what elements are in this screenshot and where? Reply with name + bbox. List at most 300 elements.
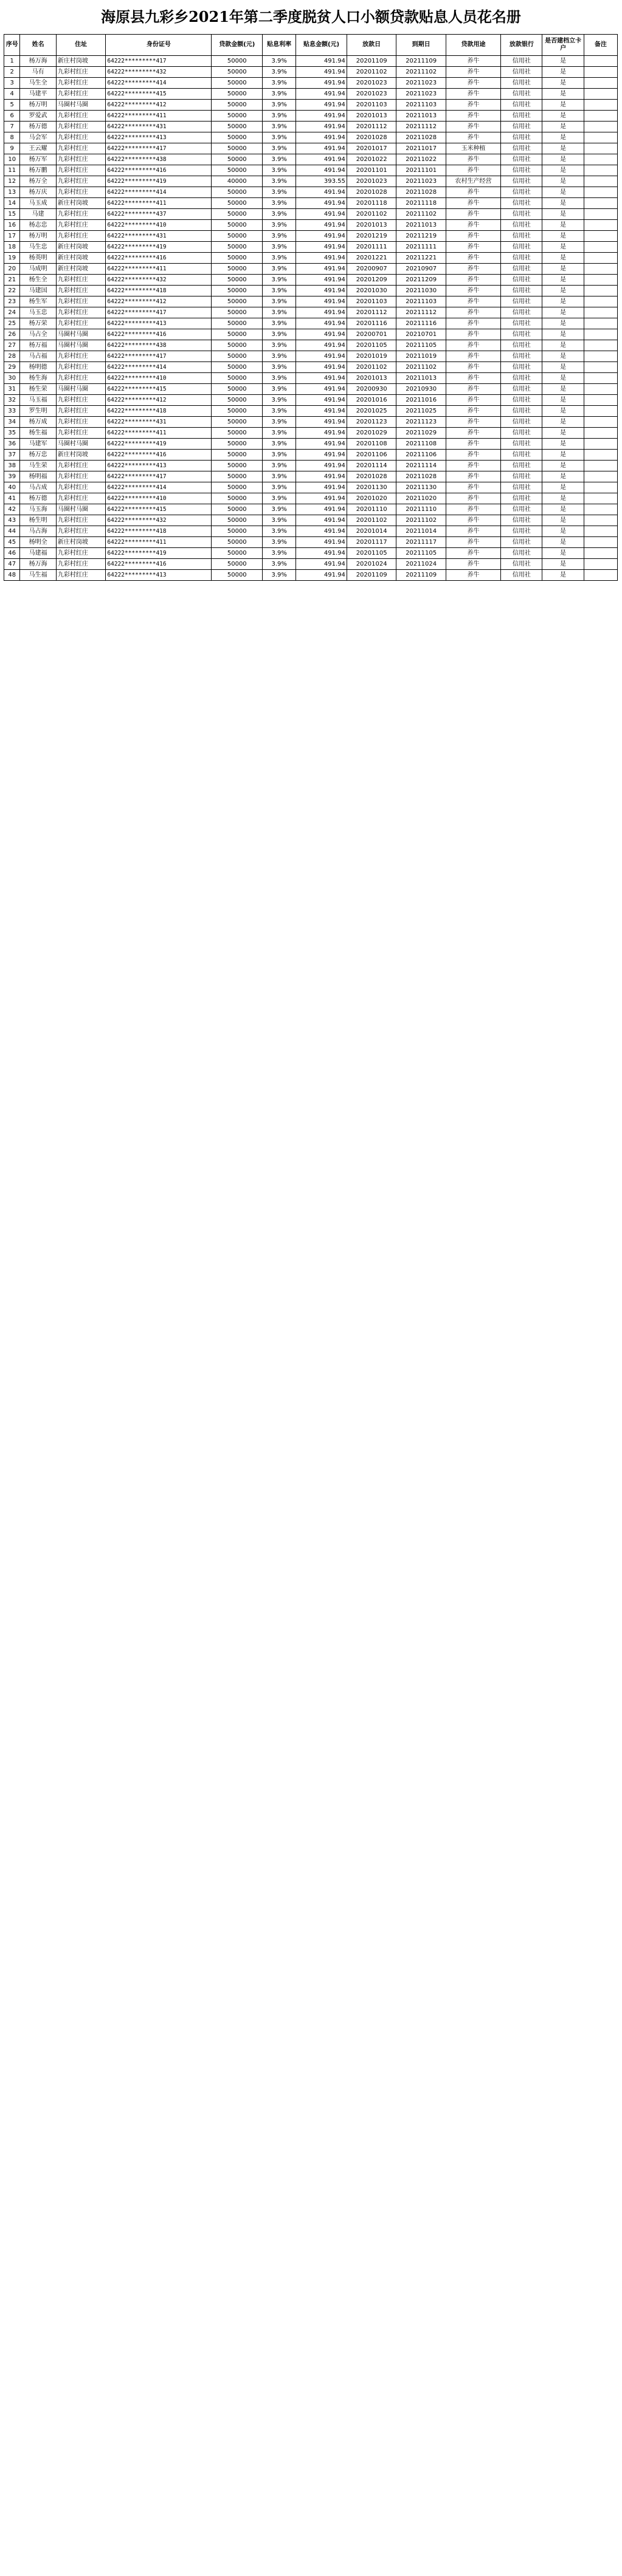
cell-subsidy-amount: 491.94 bbox=[296, 362, 347, 373]
cell-registered: 是 bbox=[542, 165, 584, 176]
cell-loan-date: 20200930 bbox=[347, 384, 396, 395]
cell-subsidy-amount: 491.94 bbox=[296, 537, 347, 548]
cell-subsidy-amount: 491.94 bbox=[296, 187, 347, 198]
cell-address: 新庄村岗坡 bbox=[56, 537, 106, 548]
cell-index: 33 bbox=[4, 406, 20, 417]
cell-bank: 信用社 bbox=[501, 89, 542, 100]
cell-registered: 是 bbox=[542, 417, 584, 428]
cell-index: 25 bbox=[4, 318, 20, 329]
roster-table bbox=[4, 34, 618, 581]
cell-due-date: 20211116 bbox=[396, 318, 446, 329]
table-row bbox=[4, 406, 618, 417]
cell-remark bbox=[584, 78, 617, 89]
cell-registered: 是 bbox=[542, 209, 584, 220]
cell-index: 29 bbox=[4, 362, 20, 373]
cell-index: 47 bbox=[4, 559, 20, 570]
cell-subsidy-amount: 491.94 bbox=[296, 329, 347, 340]
cell-index: 18 bbox=[4, 242, 20, 253]
cell-address: 九彩村红庄 bbox=[56, 570, 106, 581]
cell-index: 41 bbox=[4, 493, 20, 504]
cell-registered: 是 bbox=[542, 526, 584, 537]
cell-loan-purpose: 养牛 bbox=[446, 548, 500, 559]
cell-subsidy-rate: 3.9% bbox=[263, 242, 296, 253]
cell-bank: 信用社 bbox=[501, 526, 542, 537]
cell-subsidy-rate: 3.9% bbox=[263, 307, 296, 318]
cell-index: 46 bbox=[4, 548, 20, 559]
cell-bank: 信用社 bbox=[501, 461, 542, 471]
cell-bank: 信用社 bbox=[501, 198, 542, 209]
cell-address: 九彩村红庄 bbox=[56, 220, 106, 231]
table-row bbox=[4, 384, 618, 395]
col-header-address: 住址 bbox=[56, 35, 106, 56]
table-row bbox=[4, 154, 618, 165]
cell-subsidy-amount: 491.94 bbox=[296, 450, 347, 461]
cell-bank: 信用社 bbox=[501, 187, 542, 198]
cell-loan-date: 20201219 bbox=[347, 231, 396, 242]
cell-subsidy-rate: 3.9% bbox=[263, 515, 296, 526]
cell-remark bbox=[584, 89, 617, 100]
cell-loan-date: 20201109 bbox=[347, 570, 396, 581]
cell-due-date: 20211014 bbox=[396, 526, 446, 537]
cell-bank: 信用社 bbox=[501, 395, 542, 406]
cell-remark bbox=[584, 176, 617, 187]
cell-address: 九彩村红庄 bbox=[56, 165, 106, 176]
cell-registered: 是 bbox=[542, 100, 584, 111]
cell-subsidy-amount: 393.55 bbox=[296, 176, 347, 187]
cell-loan-date: 20201014 bbox=[347, 526, 396, 537]
cell-remark bbox=[584, 132, 617, 143]
cell-due-date: 20211102 bbox=[396, 67, 446, 78]
cell-index: 8 bbox=[4, 132, 20, 143]
cell-loan-amount: 50000 bbox=[212, 78, 263, 89]
cell-subsidy-amount: 491.94 bbox=[296, 220, 347, 231]
table-row bbox=[4, 165, 618, 176]
cell-loan-amount: 50000 bbox=[212, 471, 263, 482]
cell-remark bbox=[584, 373, 617, 384]
cell-due-date: 20211221 bbox=[396, 253, 446, 264]
cell-bank: 信用社 bbox=[501, 209, 542, 220]
cell-loan-date: 20201117 bbox=[347, 537, 396, 548]
cell-subsidy-rate: 3.9% bbox=[263, 439, 296, 450]
cell-due-date: 20211102 bbox=[396, 209, 446, 220]
cell-loan-amount: 50000 bbox=[212, 559, 263, 570]
col-header-subsidy-amount: 贴息金额(元) bbox=[296, 35, 347, 56]
cell-name: 马玉成 bbox=[20, 198, 56, 209]
cell-loan-amount: 50000 bbox=[212, 242, 263, 253]
cell-loan-amount: 50000 bbox=[212, 132, 263, 143]
table-row bbox=[4, 515, 618, 526]
cell-subsidy-amount: 491.94 bbox=[296, 122, 347, 132]
cell-name: 杨万鹏 bbox=[20, 165, 56, 176]
cell-address: 九彩村红庄 bbox=[56, 132, 106, 143]
cell-loan-date: 20201019 bbox=[347, 351, 396, 362]
cell-name: 马生福 bbox=[20, 570, 56, 581]
cell-loan-purpose: 养牛 bbox=[446, 406, 500, 417]
cell-due-date: 20211022 bbox=[396, 154, 446, 165]
cell-id-number: 64222*********418 bbox=[106, 286, 212, 296]
cell-loan-date: 20201116 bbox=[347, 318, 396, 329]
cell-address: 九彩村红庄 bbox=[56, 471, 106, 482]
cell-name: 杨志忠 bbox=[20, 220, 56, 231]
cell-address: 九彩村红庄 bbox=[56, 461, 106, 471]
cell-index: 7 bbox=[4, 122, 20, 132]
cell-id-number: 64222*********431 bbox=[106, 231, 212, 242]
cell-remark bbox=[584, 482, 617, 493]
cell-bank: 信用社 bbox=[501, 176, 542, 187]
cell-remark bbox=[584, 570, 617, 581]
col-header-index: 序号 bbox=[4, 35, 20, 56]
cell-bank: 信用社 bbox=[501, 307, 542, 318]
cell-id-number: 64222*********418 bbox=[106, 406, 212, 417]
cell-subsidy-rate: 3.9% bbox=[263, 548, 296, 559]
cell-loan-amount: 50000 bbox=[212, 89, 263, 100]
table-row bbox=[4, 373, 618, 384]
cell-loan-amount: 50000 bbox=[212, 428, 263, 439]
cell-subsidy-amount: 491.94 bbox=[296, 548, 347, 559]
cell-due-date: 20211112 bbox=[396, 307, 446, 318]
cell-bank: 信用社 bbox=[501, 450, 542, 461]
cell-id-number: 64222*********416 bbox=[106, 559, 212, 570]
roster-sheet bbox=[4, 34, 618, 581]
cell-name: 杨万德 bbox=[20, 122, 56, 132]
cell-id-number: 64222*********416 bbox=[106, 329, 212, 340]
cell-id-number: 64222*********411 bbox=[106, 198, 212, 209]
cell-subsidy-rate: 3.9% bbox=[263, 570, 296, 581]
cell-loan-purpose: 养牛 bbox=[446, 78, 500, 89]
cell-name: 杨万德 bbox=[20, 493, 56, 504]
cell-address: 新庄村岗坡 bbox=[56, 264, 106, 275]
table-row bbox=[4, 329, 618, 340]
cell-due-date: 20210701 bbox=[396, 329, 446, 340]
cell-registered: 是 bbox=[542, 340, 584, 351]
cell-bank: 信用社 bbox=[501, 296, 542, 307]
cell-name: 马建军 bbox=[20, 439, 56, 450]
cell-name: 杨生荣 bbox=[20, 384, 56, 395]
cell-loan-purpose: 养牛 bbox=[446, 187, 500, 198]
cell-index: 48 bbox=[4, 570, 20, 581]
cell-id-number: 64222*********411 bbox=[106, 428, 212, 439]
cell-bank: 信用社 bbox=[501, 56, 542, 67]
cell-due-date: 20211102 bbox=[396, 362, 446, 373]
cell-index: 6 bbox=[4, 111, 20, 122]
cell-due-date: 20211110 bbox=[396, 504, 446, 515]
cell-address: 新庄村岗坡 bbox=[56, 450, 106, 461]
cell-loan-purpose: 养牛 bbox=[446, 329, 500, 340]
cell-registered: 是 bbox=[542, 154, 584, 165]
cell-loan-amount: 50000 bbox=[212, 537, 263, 548]
cell-loan-amount: 50000 bbox=[212, 329, 263, 340]
cell-due-date: 20211019 bbox=[396, 351, 446, 362]
table-row bbox=[4, 220, 618, 231]
cell-address: 九彩村红庄 bbox=[56, 286, 106, 296]
table-row bbox=[4, 264, 618, 275]
cell-due-date: 20211101 bbox=[396, 165, 446, 176]
cell-name: 马占福 bbox=[20, 351, 56, 362]
cell-id-number: 64222*********419 bbox=[106, 176, 212, 187]
cell-id-number: 64222*********414 bbox=[106, 482, 212, 493]
cell-loan-purpose: 养牛 bbox=[446, 351, 500, 362]
cell-loan-amount: 50000 bbox=[212, 111, 263, 122]
cell-bank: 信用社 bbox=[501, 78, 542, 89]
cell-loan-purpose: 农村生产经营 bbox=[446, 176, 500, 187]
cell-address: 九彩村红庄 bbox=[56, 526, 106, 537]
cell-address: 九彩村红庄 bbox=[56, 373, 106, 384]
table-row bbox=[4, 176, 618, 187]
cell-loan-amount: 50000 bbox=[212, 209, 263, 220]
cell-subsidy-amount: 491.94 bbox=[296, 570, 347, 581]
cell-registered: 是 bbox=[542, 78, 584, 89]
cell-subsidy-rate: 3.9% bbox=[263, 362, 296, 373]
cell-loan-amount: 50000 bbox=[212, 165, 263, 176]
cell-id-number: 64222*********411 bbox=[106, 111, 212, 122]
cell-address: 马圈村马圈 bbox=[56, 384, 106, 395]
cell-bank: 信用社 bbox=[501, 242, 542, 253]
cell-loan-date: 20201111 bbox=[347, 242, 396, 253]
cell-address: 九彩村红庄 bbox=[56, 209, 106, 220]
cell-bank: 信用社 bbox=[501, 111, 542, 122]
cell-remark bbox=[584, 471, 617, 482]
cell-remark bbox=[584, 187, 617, 198]
cell-registered: 是 bbox=[542, 143, 584, 154]
cell-bank: 信用社 bbox=[501, 362, 542, 373]
cell-id-number: 64222*********412 bbox=[106, 296, 212, 307]
table-header bbox=[4, 35, 618, 56]
cell-subsidy-rate: 3.9% bbox=[263, 417, 296, 428]
cell-name: 杨万军 bbox=[20, 154, 56, 165]
cell-name: 马建 bbox=[20, 209, 56, 220]
cell-index: 37 bbox=[4, 450, 20, 461]
cell-due-date: 20211023 bbox=[396, 78, 446, 89]
cell-subsidy-rate: 3.9% bbox=[263, 275, 296, 286]
cell-remark bbox=[584, 296, 617, 307]
cell-id-number: 64222*********413 bbox=[106, 461, 212, 471]
cell-loan-purpose: 养牛 bbox=[446, 526, 500, 537]
cell-remark bbox=[584, 111, 617, 122]
cell-registered: 是 bbox=[542, 482, 584, 493]
cell-bank: 信用社 bbox=[501, 482, 542, 493]
cell-subsidy-amount: 491.94 bbox=[296, 209, 347, 220]
cell-index: 10 bbox=[4, 154, 20, 165]
cell-id-number: 64222*********415 bbox=[106, 504, 212, 515]
cell-subsidy-rate: 3.9% bbox=[263, 198, 296, 209]
cell-loan-date: 20201102 bbox=[347, 67, 396, 78]
table-row bbox=[4, 471, 618, 482]
table-row bbox=[4, 461, 618, 471]
cell-registered: 是 bbox=[542, 515, 584, 526]
cell-subsidy-amount: 491.94 bbox=[296, 461, 347, 471]
cell-name: 马占全 bbox=[20, 329, 56, 340]
cell-name: 马玉忠 bbox=[20, 307, 56, 318]
cell-loan-amount: 50000 bbox=[212, 264, 263, 275]
cell-registered: 是 bbox=[542, 231, 584, 242]
cell-subsidy-amount: 491.94 bbox=[296, 100, 347, 111]
cell-subsidy-rate: 3.9% bbox=[263, 132, 296, 143]
cell-due-date: 20211112 bbox=[396, 122, 446, 132]
cell-id-number: 64222*********414 bbox=[106, 78, 212, 89]
cell-loan-date: 20201112 bbox=[347, 307, 396, 318]
cell-loan-amount: 50000 bbox=[212, 296, 263, 307]
cell-due-date: 20211013 bbox=[396, 373, 446, 384]
cell-remark bbox=[584, 242, 617, 253]
col-header-loan-date: 放款日 bbox=[347, 35, 396, 56]
cell-address: 九彩村红庄 bbox=[56, 296, 106, 307]
cell-subsidy-rate: 3.9% bbox=[263, 373, 296, 384]
cell-address: 九彩村红庄 bbox=[56, 122, 106, 132]
cell-subsidy-rate: 3.9% bbox=[263, 78, 296, 89]
cell-index: 42 bbox=[4, 504, 20, 515]
cell-subsidy-rate: 3.9% bbox=[263, 395, 296, 406]
cell-subsidy-rate: 3.9% bbox=[263, 526, 296, 537]
cell-remark bbox=[584, 428, 617, 439]
cell-address: 九彩村红庄 bbox=[56, 275, 106, 286]
cell-name: 马生荣 bbox=[20, 461, 56, 471]
cell-due-date: 20211028 bbox=[396, 187, 446, 198]
cell-loan-purpose: 养牛 bbox=[446, 340, 500, 351]
cell-due-date: 20211111 bbox=[396, 242, 446, 253]
cell-due-date: 20211016 bbox=[396, 395, 446, 406]
cell-due-date: 20211118 bbox=[396, 198, 446, 209]
cell-address: 九彩村红庄 bbox=[56, 493, 106, 504]
cell-loan-amount: 50000 bbox=[212, 187, 263, 198]
cell-index: 16 bbox=[4, 220, 20, 231]
table-row bbox=[4, 559, 618, 570]
cell-remark bbox=[584, 198, 617, 209]
cell-index: 17 bbox=[4, 231, 20, 242]
cell-registered: 是 bbox=[542, 264, 584, 275]
table-row bbox=[4, 570, 618, 581]
cell-bank: 信用社 bbox=[501, 100, 542, 111]
cell-subsidy-rate: 3.9% bbox=[263, 537, 296, 548]
cell-bank: 信用社 bbox=[501, 122, 542, 132]
cell-name: 杨万明 bbox=[20, 100, 56, 111]
cell-subsidy-rate: 3.9% bbox=[263, 187, 296, 198]
cell-bank: 信用社 bbox=[501, 515, 542, 526]
cell-loan-purpose: 养牛 bbox=[446, 275, 500, 286]
cell-registered: 是 bbox=[542, 548, 584, 559]
cell-name: 杨生海 bbox=[20, 373, 56, 384]
cell-id-number: 64222*********410 bbox=[106, 373, 212, 384]
table-row bbox=[4, 286, 618, 296]
col-header-loan-purpose: 贷款用途 bbox=[446, 35, 500, 56]
cell-loan-purpose: 养牛 bbox=[446, 373, 500, 384]
cell-registered: 是 bbox=[542, 471, 584, 482]
col-header-loan-amount: 贷款金额(元) bbox=[212, 35, 263, 56]
cell-address: 新庄村岗坡 bbox=[56, 242, 106, 253]
cell-index: 19 bbox=[4, 253, 20, 264]
table-row bbox=[4, 198, 618, 209]
table-row bbox=[4, 275, 618, 286]
cell-address: 九彩村红庄 bbox=[56, 154, 106, 165]
cell-id-number: 64222*********412 bbox=[106, 395, 212, 406]
cell-name: 马生忠 bbox=[20, 242, 56, 253]
cell-loan-purpose: 养牛 bbox=[446, 362, 500, 373]
cell-address: 九彩村红庄 bbox=[56, 176, 106, 187]
cell-name: 马会军 bbox=[20, 132, 56, 143]
cell-index: 43 bbox=[4, 515, 20, 526]
cell-registered: 是 bbox=[542, 559, 584, 570]
cell-name: 杨万荣 bbox=[20, 318, 56, 329]
cell-loan-purpose: 养牛 bbox=[446, 482, 500, 493]
table-body bbox=[4, 56, 618, 581]
cell-index: 13 bbox=[4, 187, 20, 198]
cell-loan-purpose: 养牛 bbox=[446, 132, 500, 143]
table-row bbox=[4, 504, 618, 515]
cell-address: 马圈村马圈 bbox=[56, 340, 106, 351]
cell-subsidy-rate: 3.9% bbox=[263, 220, 296, 231]
cell-subsidy-rate: 3.9% bbox=[263, 264, 296, 275]
cell-due-date: 20211017 bbox=[396, 143, 446, 154]
cell-index: 36 bbox=[4, 439, 20, 450]
cell-subsidy-amount: 491.94 bbox=[296, 253, 347, 264]
cell-name: 马玉福 bbox=[20, 395, 56, 406]
cell-name: 罗爱武 bbox=[20, 111, 56, 122]
table-row bbox=[4, 253, 618, 264]
cell-address: 九彩村红庄 bbox=[56, 111, 106, 122]
cell-subsidy-rate: 3.9% bbox=[263, 384, 296, 395]
cell-subsidy-rate: 3.9% bbox=[263, 406, 296, 417]
cell-loan-amount: 50000 bbox=[212, 493, 263, 504]
cell-registered: 是 bbox=[542, 286, 584, 296]
cell-name: 马建国 bbox=[20, 286, 56, 296]
cell-loan-amount: 50000 bbox=[212, 384, 263, 395]
cell-remark bbox=[584, 318, 617, 329]
cell-name: 马玉海 bbox=[20, 504, 56, 515]
cell-remark bbox=[584, 209, 617, 220]
cell-loan-purpose: 养牛 bbox=[446, 111, 500, 122]
col-header-due-date: 到期日 bbox=[396, 35, 446, 56]
cell-loan-date: 20201022 bbox=[347, 154, 396, 165]
cell-loan-date: 20201017 bbox=[347, 143, 396, 154]
cell-subsidy-rate: 3.9% bbox=[263, 100, 296, 111]
table-row bbox=[4, 209, 618, 220]
cell-loan-purpose: 养牛 bbox=[446, 286, 500, 296]
cell-loan-date: 20201023 bbox=[347, 78, 396, 89]
cell-registered: 是 bbox=[542, 89, 584, 100]
cell-loan-purpose: 养牛 bbox=[446, 231, 500, 242]
cell-loan-date: 20200907 bbox=[347, 264, 396, 275]
cell-loan-amount: 50000 bbox=[212, 450, 263, 461]
cell-index: 31 bbox=[4, 384, 20, 395]
cell-registered: 是 bbox=[542, 56, 584, 67]
cell-bank: 信用社 bbox=[501, 275, 542, 286]
table-row bbox=[4, 231, 618, 242]
cell-bank: 信用社 bbox=[501, 504, 542, 515]
cell-registered: 是 bbox=[542, 275, 584, 286]
cell-loan-amount: 50000 bbox=[212, 482, 263, 493]
cell-subsidy-amount: 491.94 bbox=[296, 154, 347, 165]
cell-loan-date: 20201123 bbox=[347, 417, 396, 428]
table-row bbox=[4, 340, 618, 351]
cell-bank: 信用社 bbox=[501, 548, 542, 559]
cell-subsidy-amount: 491.94 bbox=[296, 56, 347, 67]
cell-remark bbox=[584, 515, 617, 526]
cell-index: 4 bbox=[4, 89, 20, 100]
cell-loan-date: 20201016 bbox=[347, 395, 396, 406]
cell-loan-purpose: 养牛 bbox=[446, 461, 500, 471]
table-row bbox=[4, 100, 618, 111]
cell-loan-date: 20201101 bbox=[347, 165, 396, 176]
cell-name: 马建平 bbox=[20, 89, 56, 100]
cell-remark bbox=[584, 548, 617, 559]
cell-due-date: 20211102 bbox=[396, 515, 446, 526]
cell-due-date: 20211130 bbox=[396, 482, 446, 493]
cell-due-date: 20211123 bbox=[396, 417, 446, 428]
cell-registered: 是 bbox=[542, 537, 584, 548]
cell-loan-amount: 50000 bbox=[212, 406, 263, 417]
cell-index: 3 bbox=[4, 78, 20, 89]
cell-loan-purpose: 养牛 bbox=[446, 154, 500, 165]
table-row bbox=[4, 89, 618, 100]
